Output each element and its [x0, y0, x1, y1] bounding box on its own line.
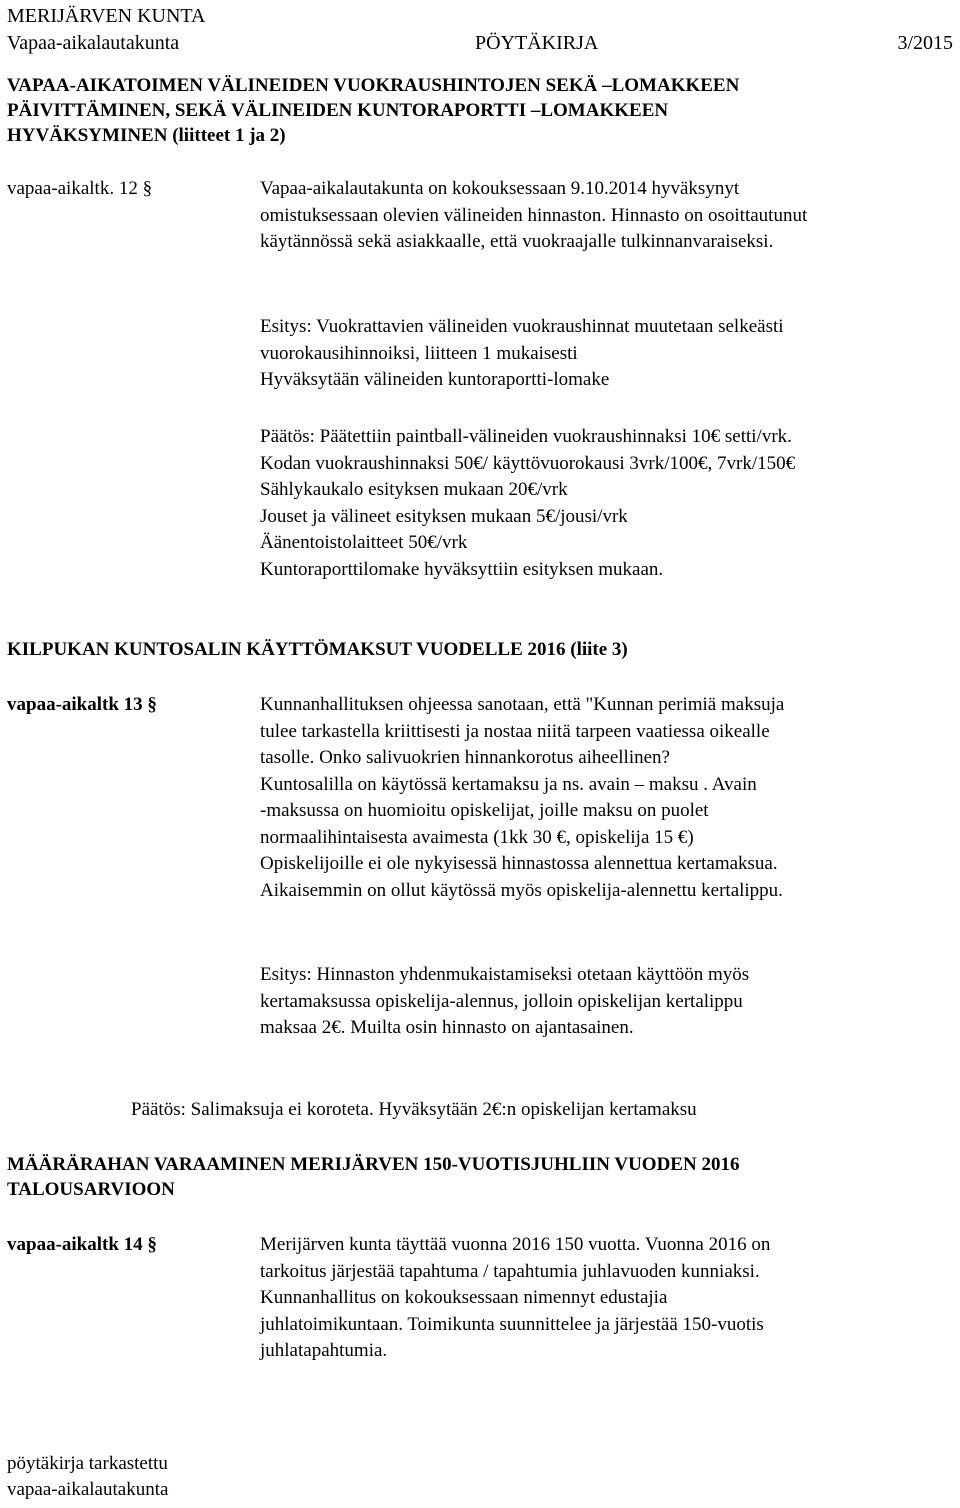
- section-title-line: TALOUSARVIOON: [7, 1179, 175, 1200]
- section-13-decision: [131, 1097, 697, 1124]
- section-title-line: MÄÄRÄRAHAN VARAAMINEN MERIJÄRVEN 150-VUOTISJUHLIIN VUODEN 2016: [7, 1154, 740, 1175]
- paragraph-line: käytännössä sekä asiakkaalle, että vuokraajalle tulkinnanvaraiseksi.: [260, 231, 774, 252]
- footer-line: pöytäkirja tarkastettu: [7, 1453, 168, 1474]
- paragraph-line: Merijärven kunta täyttää vuonna 2016 150 vuotta. Vuonna 2016 on: [260, 1234, 771, 1255]
- section-14-title: [7, 1152, 739, 1202]
- paragraph-line: tulee tarkastella kriittisesti ja nostaa niitä tarpeen vaatiessa oikealle: [260, 720, 770, 742]
- paragraph-line: Aikaisemmin on ollut käytössä myös opiskelija-alennettu kertalippu.: [260, 879, 783, 901]
- paragraph-line: Kodan vuokraushinnaksi 50€/ käyttövuorokausi 3vrk/100€, 7vrk/150€: [260, 452, 796, 474]
- paragraph-line: Kunnanhallitus on kokouksessaan nimennyt edustajia: [260, 1287, 668, 1308]
- section-13-title: [7, 637, 628, 664]
- paragraph-line: Jouset ja välineet esityksen mukaan 5€/jousi/vrk: [260, 505, 628, 527]
- paragraph-line: Päätös: Salimaksuja ei koroteta. Hyväksytään 2€:n opiskelijan kertamaksu: [131, 1099, 697, 1120]
- document-type: PÖYTÄKIRJA: [475, 32, 599, 54]
- paragraph-line: tarkoitus järjestää tapahtuma / tapahtumia juhlavuoden kunniaksi.: [260, 1260, 760, 1282]
- footer-line: vapaa-aikalautakunta: [7, 1479, 169, 1500]
- paragraph-line: normaalihintaisesta avaimesta (1kk 30 €, opiskelija 15 €): [260, 826, 694, 848]
- paragraph-line: Päätös: Päätettiin paintball-välineiden vuokraushinnaksi 10€ setti/vrk.: [260, 426, 792, 447]
- paragraph-line: Vapaa-aikalautakunta on kokouksessaan 9.10.2014 hyväksynyt: [260, 178, 740, 199]
- paragraph-line: Äänentoistolaitteet 50€/vrk: [260, 532, 468, 553]
- paragraph-line: Kunnanhallituksen ohjeessa sanotaan, että "Kunnan perimiä maksuja: [260, 694, 785, 715]
- organization-name: MERIJÄRVEN KUNTA: [7, 5, 206, 27]
- paragraph-line: tasolle. Onko salivuokrien hinnankorotus aiheellinen?: [260, 747, 670, 768]
- section-13-ref: vapaa-aikaltk 13 §: [7, 694, 157, 715]
- section-12-ref: vapaa-aikaltk. 12 §: [7, 178, 153, 199]
- section-title-line: PÄIVITTÄMINEN, SEKÄ VÄLINEIDEN KUNTORAPORTTI –LOMAKKEEN: [7, 100, 669, 121]
- document-number: 3/2015: [897, 32, 953, 54]
- section-title-line: VAPAA-AIKATOIMEN VÄLINEIDEN VUOKRAUSHINTOJEN SEKÄ –LOMAKKEEN: [7, 75, 740, 96]
- section-13-proposal: [260, 962, 749, 1042]
- paragraph-line: Kuntosalilla on käytössä kertamaksu ja ns. avain – maksu . Avain: [260, 773, 757, 795]
- paragraph-line: kertamaksussa opiskelija-alennus, jolloin opiskelijan kertalippu: [260, 990, 743, 1012]
- paragraph-line: juhlatoimikuntaan. Toimikunta suunnittelee ja järjestää 150-vuotis: [260, 1313, 764, 1335]
- footer: [7, 1451, 168, 1503]
- section-title-line: HYVÄKSYMINEN (liitteet 1 ja 2): [7, 125, 286, 146]
- paragraph-line: Kuntoraporttilomake hyväksyttiin esityksen mukaan.: [260, 558, 664, 580]
- paragraph-line: juhlatapahtumia.: [260, 1340, 388, 1361]
- section-12-decision: [260, 424, 795, 583]
- paragraph-line: omistuksessaan olevien välineiden hinnaston. Hinnasto on osoittautunut: [260, 204, 808, 226]
- paragraph-line: maksaa 2€. Muilta osin hinnasto on ajantasainen.: [260, 1017, 634, 1038]
- department-name: Vapaa-aikalautakunta: [7, 32, 180, 54]
- section-13-intro: [260, 692, 784, 904]
- section-12-title: [7, 73, 739, 148]
- paragraph-line: Opiskelijoille ei ole nykyisessä hinnastossa alennettua kertamaksua.: [260, 853, 778, 874]
- paragraph-line: vuorokausihinnoiksi, liitteen 1 mukaisesti: [260, 342, 578, 364]
- section-12-intro: [260, 176, 807, 256]
- paragraph-line: Esitys: Vuokrattavien välineiden vuokraushinnat muutetaan selkeästi: [260, 316, 784, 337]
- section-14-ref: vapaa-aikaltk 14 §: [7, 1234, 157, 1255]
- section-14-intro: [260, 1232, 770, 1365]
- paragraph-line: -maksussa on huomioitu opiskelijat, joille maksu on puolet: [260, 800, 709, 821]
- paragraph-line: Esitys: Hinnaston yhdenmukaistamiseksi otetaan käyttöön myös: [260, 964, 750, 985]
- section-title-line: KILPUKAN KUNTOSALIN KÄYTTÖMAKSUT VUODELLE 2016 (liite 3): [7, 639, 628, 660]
- section-12-proposal: [260, 314, 784, 394]
- paragraph-line: Hyväksytään välineiden kuntoraportti-lomake: [260, 369, 610, 390]
- paragraph-line: Sählykaukalo esityksen mukaan 20€/vrk: [260, 479, 568, 500]
